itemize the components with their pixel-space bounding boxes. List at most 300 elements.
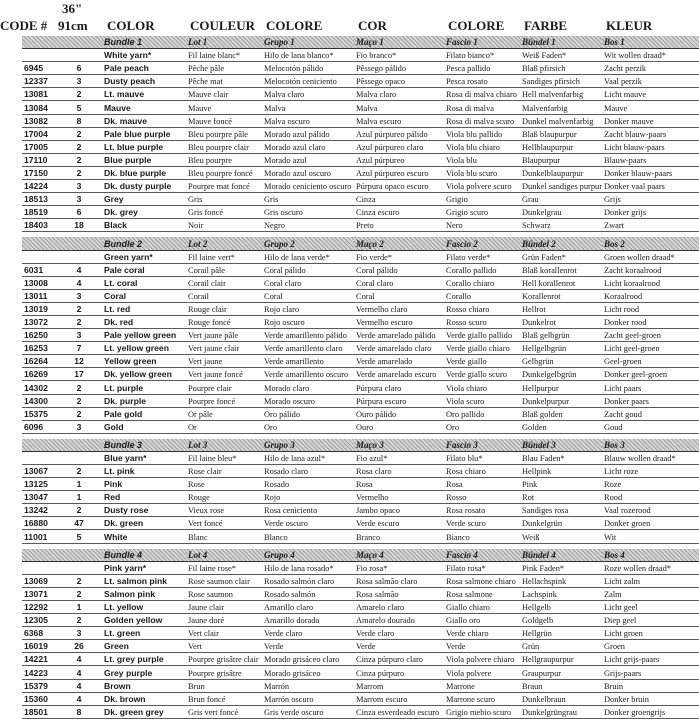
color-name-kleur: Licht koraalrood [602,276,699,289]
color-name-colore-es: Verde amarillento oscuro [262,368,354,381]
color-name-en: Pale yellow green [102,329,186,342]
table-row [22,193,699,206]
color-name-farbe: Dunkelpurpur [520,394,602,407]
color-name-kleur: Zacht blauw-paars [602,127,699,140]
yarn-label-kleur: Roze wollen draad* [602,561,699,574]
table-row [22,342,699,355]
color-name-kleur: Donker mauve [602,114,699,127]
color-name-en: Dk. mauve [102,114,186,127]
color-name-couleur: Vieux rose [186,504,262,517]
table-row [22,153,699,166]
color-name-en: Dk. red [102,315,186,328]
color-name-en: Red [102,491,186,504]
color-name-cor: Amarelo claro [354,600,444,613]
length-count: 2 [54,153,102,166]
color-name-couleur: Vert jaune foncé [186,368,262,381]
color-code: 18519 [22,206,54,219]
color-code: 13047 [22,491,54,504]
color-name-couleur: Rose [186,478,262,491]
color-name-farbe: Graupurpur [520,666,602,679]
yarn-label-colore-it: Filato verde* [444,250,520,263]
table-row [22,627,699,640]
color-name-en: Lt. purple [102,381,186,394]
color-name-couleur: Brun foncé [186,692,262,705]
color-name-kleur: Blauw-paars [602,153,699,166]
color-name-kleur: Donker paars [602,394,699,407]
color-name-en: Grey [102,193,186,206]
table-row [22,355,699,368]
color-name-couleur: Pourpre grisâtre [186,666,262,679]
color-name-kleur: Zacht goud [602,407,699,420]
color-name-farbe: Hell malvenfarbig [520,88,602,101]
color-name-colore-it: Oro [444,420,520,433]
color-name-farbe: Lachspink [520,587,602,600]
color-name-cor: Pêssego opaco [354,75,444,88]
length-count: 4 [54,653,102,666]
bundle-label-colore-es: Grupo 2 [262,237,354,250]
table-row [22,62,699,75]
color-name-farbe: Grau [520,193,602,206]
table-row [22,88,699,101]
yarn-row-spacer [22,451,102,464]
yarn-label-colore-es: Hilo de lana blanco* [262,49,354,62]
color-name-colore-it: Grigio scuro [444,206,520,219]
color-name-couleur: Vert jaune pâle [186,329,262,342]
color-name-couleur: Gris [186,193,262,206]
color-name-cor: Púrpura opaco escuro [354,180,444,193]
color-name-cor: Jambo opaco [354,504,444,517]
color-name-en: Yellow green [102,355,186,368]
table-row [22,614,699,627]
yarn-label-couleur: Fil laine rose* [186,561,262,574]
color-name-colore-it: Viola blu chiaro [444,140,520,153]
color-name-cor: Verde amarelado escuro [354,368,444,381]
yarn-row [22,250,699,263]
bundle-label-cor: Maço 1 [354,36,444,49]
color-name-farbe: Dunkelgrüngrau [520,705,602,718]
color-code: 17110 [22,153,54,166]
color-name-couleur: Vert foncé [186,517,262,530]
length-inches-header: 36" [62,1,83,16]
color-name-kleur: Licht paars [602,381,699,394]
bundle-label-farbe: Bündel 1 [520,36,602,49]
color-name-kleur: Zalm [602,587,699,600]
color-name-colore-it: Verde [444,640,520,653]
color-name-cor: Preto [354,219,444,232]
color-code: 13071 [22,587,54,600]
bundle-label-color: Bundle 4 [102,549,186,562]
color-name-cor: Ouro [354,420,444,433]
color-name-farbe: Weiß [520,530,602,543]
color-code: 13084 [22,101,54,114]
color-code: 15379 [22,679,54,692]
color-name-colore-it: Viola chiaro [444,381,520,394]
column-header [0,0,699,40]
color-name-colore-it: Pesca rosato [444,75,520,88]
color-name-kleur: Zacht koraalrood [602,263,699,276]
color-code: 6368 [22,627,54,640]
color-name-colore-es: Gris verde oscuro [262,705,354,718]
color-name-farbe: Rot [520,491,602,504]
color-name-cor: Azul púrpureo pálido [354,127,444,140]
yarn-label-farbe: Grün Faden* [520,250,602,263]
color-code: 15375 [22,407,54,420]
length-count: 7 [54,342,102,355]
color-code: 16019 [22,640,54,653]
color-name-colore-it: Rosa rosato [444,504,520,517]
table-row [22,478,699,491]
color-code: 16264 [22,355,54,368]
color-name-en: Dk. green grey [102,705,186,718]
length-count: 3 [54,180,102,193]
color-name-kleur: Zacht perzik [602,62,699,75]
color-name-cor: Cinza escuro [354,206,444,219]
yarn-row [22,561,699,574]
table-row [22,666,699,679]
color-name-colore-es: Oro pálido [262,407,354,420]
yarn-label-farbe: Blau Faden* [520,451,602,464]
color-name-kleur: Rood [602,491,699,504]
color-name-en: Pale gold [102,407,186,420]
color-name-colore-es: Verde claro [262,627,354,640]
color-name-farbe: Dunkel malvenfarbig [520,114,602,127]
table-row [22,114,699,127]
color-header: COLOR [107,18,155,33]
length-cm-header: 91cm [58,18,88,33]
color-name-farbe: Blaß pfirsich [520,62,602,75]
table-row [22,219,699,232]
color-name-farbe: Goldgelb [520,614,602,627]
table-row [22,75,699,88]
color-name-couleur: Rouge clair [186,302,262,315]
table-row [22,420,699,433]
color-name-couleur: Pêche pâle [186,62,262,75]
color-name-en: Dk. purple [102,394,186,407]
color-name-couleur: Corail pâle [186,263,262,276]
yarn-label-kleur: Wit wollen draad* [602,49,699,62]
yarn-label-color: Green yarn* [102,250,186,263]
bundle-label-colore-it: Fascio 2 [444,237,520,250]
color-code: 13242 [22,504,54,517]
color-name-cor: Cinza [354,193,444,206]
yarn-label-colore-it: Filato rosa* [444,561,520,574]
bundle-header-spacer [22,549,102,562]
length-count: 2 [54,302,102,315]
color-name-en: Grey purple [102,666,186,679]
color-code: 17150 [22,166,54,179]
color-name-farbe: Malvenfarbig [520,101,602,114]
color-name-couleur: Vert [186,640,262,653]
length-count: 2 [54,127,102,140]
color-name-colore-it: Rosa salmone [444,587,520,600]
length-count: 2 [54,504,102,517]
bundle-label-color: Bundle 2 [102,237,186,250]
color-name-cor: Púrpura claro [354,381,444,394]
length-count: 17 [54,368,102,381]
color-name-couleur: Gris foncé [186,206,262,219]
color-name-en: Dk. grey [102,206,186,219]
bundle-header-spacer [22,237,102,250]
color-name-cor: Cinza púrpuro claro [354,653,444,666]
yarn-label-colore-es: Hilo de lana azul* [262,451,354,464]
length-count: 8 [54,705,102,718]
color-name-farbe: Grün [520,640,602,653]
table-row [22,530,699,543]
color-name-couleur: Corail clair [186,276,262,289]
color-name-couleur: Vert jaune clair [186,342,262,355]
color-name-farbe: Hellgrün [520,627,602,640]
color-name-couleur: Or pâle [186,407,262,420]
color-name-colore-es: Rosado salmón claro [262,574,354,587]
yarn-label-colore-it: Filato blu* [444,451,520,464]
length-count: 2 [54,614,102,627]
color-name-en: Brown [102,679,186,692]
color-name-couleur: Pourpre clair [186,381,262,394]
color-name-farbe: Hellpink [520,465,602,478]
yarn-label-colore-es: Hilo de lana verde* [262,250,354,263]
color-name-colore-es: Morado azul oscuro [262,166,354,179]
color-name-colore-es: Negro [262,219,354,232]
yarn-row-spacer [22,49,102,62]
color-name-cor: Verde amarelado [354,355,444,368]
length-count: 26 [54,640,102,653]
color-name-kleur: Licht rood [602,302,699,315]
color-name-colore-it: Bianco [444,530,520,543]
yarn-label-cor: Fio azul* [354,451,444,464]
color-name-couleur: Bleu pourpre pâle [186,127,262,140]
bundle-label-couleur: Lot 3 [186,439,262,452]
color-name-en: White [102,530,186,543]
color-name-en: Dk. brown [102,692,186,705]
color-name-couleur: Mauve clair [186,88,262,101]
color-name-en: Golden yellow [102,614,186,627]
color-code: 14221 [22,653,54,666]
color-name-colore-es: Gris [262,193,354,206]
yarn-label-kleur: Groen wollen draad* [602,250,699,263]
color-code: 18513 [22,193,54,206]
color-name-farbe: Dunkelbraun [520,692,602,705]
color-name-en: Dk. dusty purple [102,180,186,193]
yarn-label-cor: Fio verde* [354,250,444,263]
bundle-header-spacer [22,439,102,452]
length-count: 4 [54,263,102,276]
color-name-colore-es: Amarillo claro [262,600,354,613]
color-code: 12337 [22,75,54,88]
color-name-en: Pink [102,478,186,491]
color-name-cor: Malva [354,101,444,114]
length-count: 18 [54,219,102,232]
color-name-colore-es: Coral claro [262,276,354,289]
color-name-kleur: Goud [602,420,699,433]
color-name-colore-it: Pesca pallido [444,62,520,75]
yarn-label-color: Pink yarn* [102,561,186,574]
color-name-kleur: Licht mauve [602,88,699,101]
length-count: 2 [54,381,102,394]
length-count: 3 [54,627,102,640]
color-name-colore-it: Viola blu scuro [444,166,520,179]
yarn-label-cor: Fio branco* [354,49,444,62]
color-code: 13069 [22,574,54,587]
color-name-couleur: Jaune clair [186,600,262,613]
color-name-colore-es: Rojo claro [262,302,354,315]
color-name-cor: Coral pálido [354,263,444,276]
color-name-colore-es: Verde oscuro [262,517,354,530]
color-code: 13125 [22,478,54,491]
color-name-colore-es: Marrón [262,679,354,692]
color-name-cor: Vermelho escuro [354,315,444,328]
length-count: 6 [54,206,102,219]
length-count: 2 [54,140,102,153]
color-name-kleur: Licht grijs-paars [602,653,699,666]
length-count: 3 [54,193,102,206]
color-name-couleur: Gris vert foncé [186,705,262,718]
color-name-couleur: Mauve foncé [186,114,262,127]
color-name-farbe: Hellgelb [520,600,602,613]
bundle-label-kleur: Bos 3 [602,439,699,452]
color-name-couleur: Rouge foncé [186,315,262,328]
color-name-colore-es: Morado grisáceo claro [262,653,354,666]
color-name-colore-it: Grigio [444,193,520,206]
length-count: 12 [54,355,102,368]
color-name-couleur: Pêche mat [186,75,262,88]
bundle-header-row [22,549,699,562]
table-row [22,127,699,140]
color-name-couleur: Rouge [186,491,262,504]
color-name-colore-es: Verde amarillento [262,355,354,368]
colore-it-header: COLORE [448,18,505,33]
yarn-label-couleur: Fil laine bleu* [186,451,262,464]
table-row [22,263,699,276]
color-name-cor: Verde amarelado pálido [354,329,444,342]
color-code: 12292 [22,600,54,613]
color-name-colore-es: Morado azul [262,153,354,166]
color-name-en: Lt. yellow green [102,342,186,355]
length-count: 2 [54,88,102,101]
color-name-couleur: Pourpre grisâtre clair [186,653,262,666]
color-name-farbe: Dunkelgelbgrün [520,368,602,381]
yarn-label-colore-it: Filato bianco* [444,49,520,62]
table-row [22,302,699,315]
color-name-en: Lt. green [102,627,186,640]
bundle-label-color: Bundle 1 [102,36,186,49]
color-name-colore-it: Rosa [444,478,520,491]
color-code: 12305 [22,614,54,627]
color-name-cor: Coral [354,289,444,302]
color-name-farbe: Blaupurpur [520,153,602,166]
length-count: 5 [54,530,102,543]
color-name-cor: Cinza esverdeado escuro [354,705,444,718]
color-name-colore-es: Rojo [262,491,354,504]
color-name-farbe: Blaß korallenrot [520,263,602,276]
length-count: 8 [54,114,102,127]
color-name-cor: Cinza púrpuro [354,666,444,679]
color-name-couleur: Rose saumon [186,587,262,600]
color-name-farbe: Sandiges rosa [520,504,602,517]
color-name-kleur: Donker grijs [602,206,699,219]
bundle-label-colore-es: Grupo 3 [262,439,354,452]
table-row [22,653,699,666]
yarn-label-farbe: Weiß Faden* [520,49,602,62]
color-code: 14224 [22,180,54,193]
color-name-en: Lt. red [102,302,186,315]
table-row [22,289,699,302]
color-name-couleur: Bleu pourpre foncé [186,166,262,179]
length-count: 3 [54,75,102,88]
table-row [22,574,699,587]
color-code: 13082 [22,114,54,127]
color-name-couleur: Corail [186,289,262,302]
length-count: 5 [54,101,102,114]
table-row [22,329,699,342]
color-name-colore-es: Coral pálido [262,263,354,276]
length-count: 4 [54,679,102,692]
color-name-couleur: Mauve [186,101,262,114]
table-row [22,465,699,478]
length-count: 2 [54,394,102,407]
color-name-cor: Malva claro [354,88,444,101]
color-name-en: Dk. green [102,517,186,530]
color-name-colore-it: Rosa di malva scuro [444,114,520,127]
color-name-farbe: Hellachspink [520,574,602,587]
length-count: 4 [54,276,102,289]
color-name-colore-es: Oro [262,420,354,433]
table-row [22,206,699,219]
color-table [22,36,699,719]
color-name-colore-it: Rosso [444,491,520,504]
color-name-en: Lt. coral [102,276,186,289]
color-table-body [22,36,699,718]
color-name-en: Lt. pink [102,465,186,478]
color-name-en: Lt. yellow [102,600,186,613]
color-name-kleur: Zwart [602,219,699,232]
color-name-kleur: Mauve [602,101,699,114]
yarn-label-kleur: Blauw wollen draad* [602,451,699,464]
color-name-farbe: Korallenrot [520,289,602,302]
color-name-couleur: Vert clair [186,627,262,640]
length-count: 4 [54,666,102,679]
bundle-header-row [22,36,699,49]
color-name-en: Lt. grey purple [102,653,186,666]
color-name-farbe: Dunkelgrau [520,206,602,219]
color-name-farbe: Hellrot [520,302,602,315]
colore-es-header: COLORE [266,18,323,33]
table-row [22,705,699,718]
length-count: 1 [54,478,102,491]
color-name-en: Pale blue purple [102,127,186,140]
color-name-cor: Marrom [354,679,444,692]
table-row [22,140,699,153]
color-name-colore-es: Marrón oscuro [262,692,354,705]
color-name-en: Black [102,219,186,232]
color-name-colore-es: Rosa ceniciento [262,504,354,517]
bundle-label-cor: Maço 4 [354,549,444,562]
color-name-colore-it: Viola polvere chiaro [444,653,520,666]
length-count: 3 [54,420,102,433]
color-name-kleur: Licht groen [602,627,699,640]
color-name-farbe: Gelbgrün [520,355,602,368]
color-name-farbe: Schwarz [520,219,602,232]
bundle-label-color: Bundle 3 [102,439,186,452]
color-name-colore-es: Melocotón pálido [262,62,354,75]
color-name-cor: Coral claro [354,276,444,289]
color-name-kleur: Donker vaal paars [602,180,699,193]
color-name-en: Green [102,640,186,653]
color-name-colore-es: Rosado salmón [262,587,354,600]
color-name-en: Lt. mauve [102,88,186,101]
length-count: 2 [54,166,102,179]
color-name-farbe: Hellblaupurpur [520,140,602,153]
bundle-label-colore-it: Fascio 1 [444,36,520,49]
